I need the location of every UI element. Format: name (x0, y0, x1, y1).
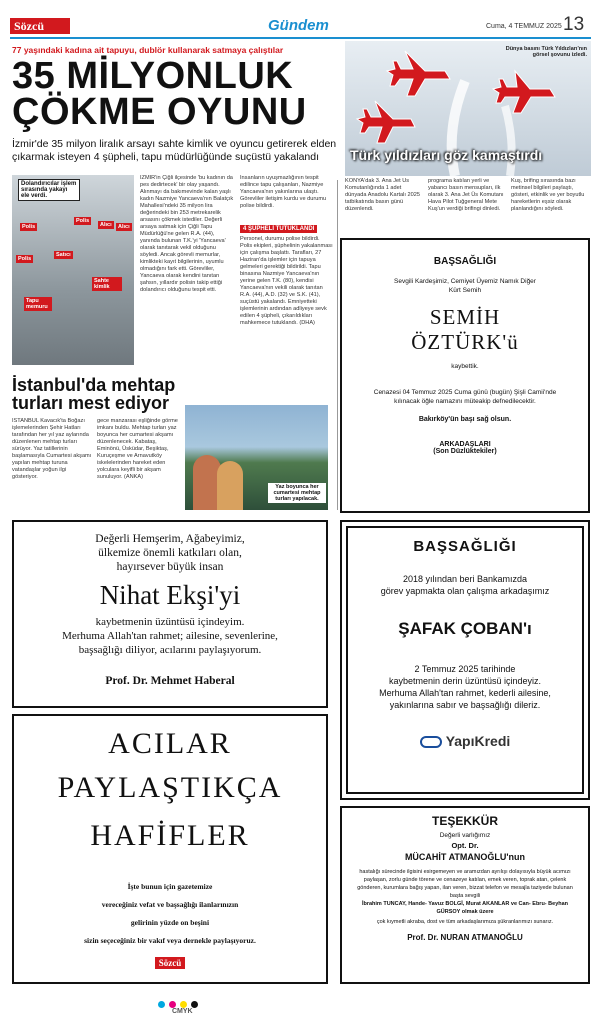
person-silhouette (217, 461, 243, 510)
obit-semih-title: BAŞSAĞLIĞI (433, 256, 497, 267)
yapikredi-logo (348, 733, 582, 749)
section-title: Gündem (268, 17, 329, 34)
lead-column-3: Personel, durumu polise bildirdi. Polis ekipleri, şüphelinin yakalanması için çalışma başlattı. Tarafları, 27 Haziran'da işlemler için tapuya gelmeleri gerektiği bildirildi. Tapu binasına Nazmiye Yancaeva'nın yerine gelen T.K. (80), kendisi Yancaeva'nın vekili olarak tanıtan R.A. (44), A.D. (32) ve S.K. (41), suçüstü yakalandı. Emniyetteki işlemlerinin ardından adliyeye sevk edilen 4 şüpheli, çıkarıldıkları mahkemece tutuklandı. (DHA) (240, 236, 333, 326)
thanks-closing: çok kıymetli akraba, dost ve tüm arkadaşlarımıza şükranlarımızı sunarız. (376, 919, 554, 925)
lead-column-1: İZMİR'in Çiğli ilçesinde 'bu kadının da pes dedirtecek' bir olay yaşandı. Alınmayı da bakımevinde kalan yaşlı kadın Nazmiye Yancaeva'nın Balatçık Mahallesi'ndeki 35 milyon lira değerindeki bin 253 metrekarelik arsasını çökmek istediler. Değerli arsaya satmak için Çiğli Tapu Müdürlüğü'ne gelen R.A. (44), yanında bulunan T.K.'yi 'Yancaeva' olarak tanıtarak vekil olduğunu söyledi. Ancak görevli memurlar, kimlikteki kayıt bilgilerinin, uyumlu olmadığını fark etti. Görevliler, Yancaeva olarak kendini tanıtan şahsın, yıllardır polisin takip ettiği dolandırıcı olduğunu tespit etti. (140, 175, 234, 293)
thanks-names: İbrahim TUNCAY, Hande- Yavuz BOLGİ, Murat AKANLAR ve Can- Ebru- Beyhan GÜRSOY olmak üzere (361, 901, 569, 915)
thanks-intro: Değerli varlığımız (439, 832, 491, 839)
lead-photo-caption: Dolandırıcılar işlem sırasında yakayı ele verdi. (18, 179, 80, 201)
obit-semih-name-2: ÖZTÜRK'ü (411, 330, 519, 354)
obit-nihat-line-1: Değerli Hemşerim, Ağabeyimiz, (95, 533, 245, 545)
mehtap-photo-caption: Yaz boyunca her cumartesi mehtap turları yapılacak. (268, 483, 326, 503)
ad-acilar-line-1: ACILAR (108, 727, 232, 760)
ad-acilar-body-1: İşte bunun için gazetemize (127, 882, 213, 891)
ad-acilar (12, 714, 328, 984)
thanks-name: MÜCAHİT ATMANOĞLU'nun (404, 852, 526, 862)
jets-column-1: KONYA'dak 3. Ana Jet Üs Komutanlığında 1 adet dünyada Anadolu Kartalı 2025 tatbikatında basın günü düzenlendi. (345, 178, 420, 212)
thanks-body: hastalığı sürecinde ilgisini esirgemeyen ve aramızdan ayrılışı dolayısıyla büyük acımızı paylaşan, zorlu günde törene ve cenazeye katılan, emek veren, toprak atan, çelenk gönderen, kurumlara bağış yapan, ilan veren, bizzat telefon ve mesajla taziyede bulunan başta sevgili (357, 869, 573, 899)
jets-column-3: Kuş, brifing sırasında bazı metinsel bilgileri paylaştı, gösteri, etkinlik ve yer boyutlu hareketlerin eşsiz olarak planlandığını söyledi. (511, 178, 585, 212)
obit-semih-signature-1: ARKADAŞLARI (439, 441, 491, 448)
photo-label: Alıcı (100, 222, 112, 228)
obituary-nihat (12, 520, 328, 708)
cmyk-label: CMYK (172, 1008, 193, 1015)
obit-safak-inner-frame (346, 526, 584, 794)
ad-acilar-line-2: PAYLAŞTIKÇA (57, 771, 283, 804)
cmyk-dot-cyan (158, 1001, 165, 1008)
jets-headline: Türk yıldızları göz kamaştırdı (350, 147, 543, 163)
obit-nihat-line-3: hayırsever büyük insan (116, 561, 224, 573)
cmyk-dot-black (191, 1001, 198, 1008)
obit-safak-intro-1: 2018 yılından beri Bankamızda (402, 574, 528, 584)
thanks-rank: Opt. Dr. (451, 841, 479, 850)
lead-photo (12, 175, 134, 365)
obit-nihat-body-3: başsağlığı diliyor, acılarını paylaşıyorum. (78, 644, 262, 656)
lead-headline-line1: 35 MİLYONLUK (12, 55, 294, 97)
obit-semih-name-1: SEMİH (429, 305, 501, 329)
photo-label: Polis (18, 256, 32, 262)
thanks-signature: Prof. Dr. NURAN ATMANOĞLU (407, 933, 523, 942)
lead-subhead: 4 ŞÜPHELİ TUTUKLANDI (240, 225, 317, 233)
page-number: 13 (563, 14, 585, 35)
obit-safak-body-2: kaybetmenin derin üzüntüsü içindeyiz. (388, 676, 542, 686)
yapikredi-icon (420, 736, 442, 748)
mehtap-column-1: İSTANBUL Kavacık'ta Boğazı işlemelerinden Şehir Hatları tarafından her yıl yaz aylarında düzenlenen mehtap turları sürüyor. Yaz tatillerinin başlamasıyla Cumartesi akşamı yapılan mehtap turuna vatandaşlar yoğun ilgi gösteriyor. (12, 418, 92, 480)
obit-nihat-signature: Prof. Dr. Mehmet Haberal (105, 675, 235, 687)
masthead-rule (10, 37, 591, 39)
obit-semih-lost: kaybettik. (451, 363, 479, 370)
photo-label: Tapu memuru (24, 297, 52, 311)
sozcu-small-logo: Sözcü (155, 957, 186, 969)
obit-safak-body-3: Merhuma Allah'tan rahmet, kederli ailesine, (379, 688, 551, 698)
lead-headline-line2: ÇÖKME OYUNU (12, 91, 307, 133)
jets-column-2: programa katılan yerli ve yabancı basın mensupları, ilk olarak 3. Ana Jet Üs Komutanı Hava Pilot Tuğgeneral Mete Kuş'un verdiği brifingi dinledi. (428, 178, 504, 212)
ad-acilar-body-2: vereceğiniz vefat ve başsağlığı ilanlarınızın (101, 900, 239, 909)
obit-semih-signature-2: (Son Düzlüktekiler) (433, 448, 497, 455)
lead-kicker: 77 yaşındaki kadına ait tapuyu, dublör kullanarak satmaya çalıştılar (12, 45, 284, 55)
obituary-safak (340, 520, 590, 800)
sozcu-logo: Sözcü (10, 18, 70, 34)
photo-label: Alıcı (118, 224, 130, 230)
issue-date: Cuma, 4 TEMMUZ 2025 (486, 23, 562, 30)
obit-safak-body-1: 2 Temmuz 2025 tarihinde (414, 664, 516, 674)
photo-label: Satıcı (56, 252, 71, 258)
mehtap-column-2: gece manzarası eşliğinde görme imkanı buldu. Mehtap turları yaz boyunca her cumartesi akşamı düzenlenecek. Kabataş, Eminönü, Üsküdar, Beşiktaş, Kuruçeşme ve Arnavutköy iskelelerinden hareket eden yolculara keyifli bir akşam sunuluyor. (ANKA) (97, 418, 178, 480)
yapikredi-logo-text: YapıKredi (445, 733, 511, 749)
column-divider (337, 180, 338, 510)
obit-semih-intro: Sevgili Kardeşimiz, Cemiyet Üyemiz Namık Diğer Kürt Semih (394, 278, 536, 294)
thanks-notice (340, 806, 590, 984)
obit-safak-body-4: yakınlarına sabır ve başsağlığı dileriz. (389, 700, 541, 710)
jets-photo-note: Dünya basını Türk Yıldızları'nın görsel şovunu izledi. (505, 46, 587, 58)
obit-nihat-body-2: Merhuma Allah'tan rahmet; ailesine, sevenlerine, (62, 630, 278, 642)
obit-nihat-name: Nihat Ekşi'yi (99, 580, 241, 610)
photo-label: Sahte kimlik (92, 277, 122, 291)
cmyk-dot-yellow (180, 1001, 187, 1008)
obit-safak-intro-2: görev yapmakta olan çalışma arkadaşımız (380, 586, 550, 596)
mehtap-headline: İstanbul'da mehtap turları mest ediyor (12, 375, 176, 413)
cmyk-dot-magenta (169, 1001, 176, 1008)
obit-semih-funeral: Cenazesi 04 Temmuz 2025 Cuma günü (bugün) Şişli Camii'nde kılınacak öğle namazını müteakip defnedilecektir. (373, 389, 557, 405)
thanks-title: TEŞEKKÜR (431, 814, 498, 828)
photo-label: Polis (76, 218, 90, 224)
lead-headline (12, 55, 342, 133)
obit-safak-title: BAŞSAĞLIĞI (413, 538, 517, 555)
obit-safak-name: ŞAFAK ÇOBAN'ı (398, 619, 532, 638)
photo-label: Polis (22, 224, 36, 230)
lead-deck: İzmir'de 35 milyon liralık arsayı sahte kimlik ve oyuncu getirerek elden çıkarmak isteyen 4 şüpheli, tapu müdürlüğünde suçüstü yakalandı (12, 138, 337, 163)
ad-acilar-body-4: sizin seçeceğiniz bir vakıf veya dernekle paylaşıyoruz. (84, 936, 256, 945)
obit-nihat-body-1: kaybetmenin üzüntüsü içindeyim. (95, 616, 245, 628)
lead-column-2: İnsanların uyuşmazlığının tespit edilince tapu çalışanları, Nazmiye Yancaeva'nın yakınlarına ulaştı. Görevliler iletişim kurdu ve durumu polise bildirdi. (240, 175, 327, 209)
ad-acilar-line-3: HAFİFLER (90, 819, 250, 852)
ad-acilar-body-3: gelirinin yüzde on beşini (130, 918, 210, 927)
obituary-semih (340, 238, 590, 513)
obit-semih-condolence: Bakırköy'ün başı sağ olsun. (418, 416, 512, 423)
obit-nihat-line-2: ülkemize önemli katkıları olan, (98, 547, 242, 559)
